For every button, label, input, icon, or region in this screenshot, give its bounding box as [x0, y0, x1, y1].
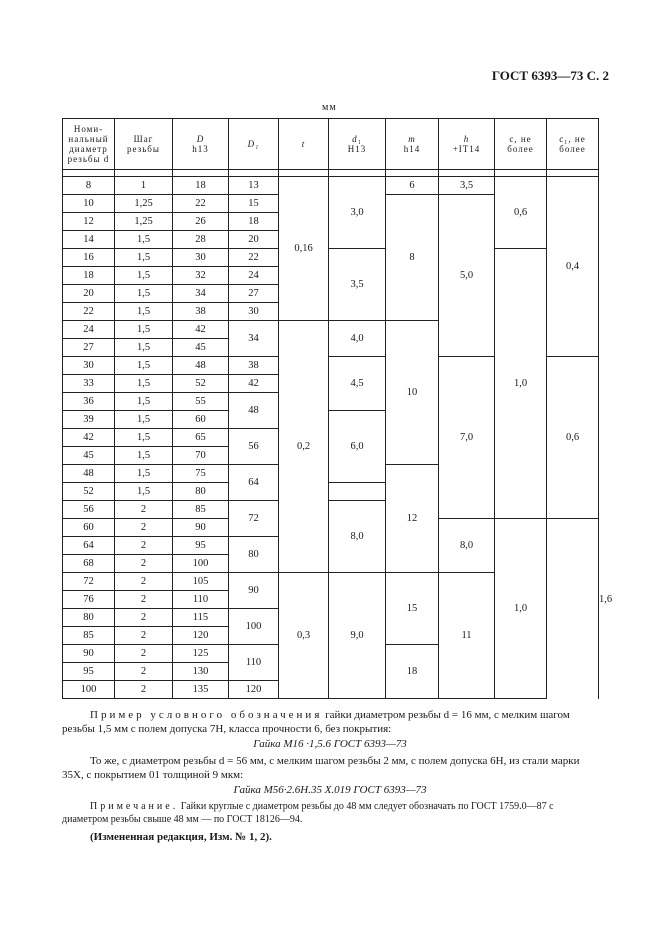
- cell-c1: 0,6: [547, 357, 599, 519]
- cell-D: 42: [173, 321, 229, 339]
- cell-D: 80: [173, 483, 229, 501]
- cell-c: 1,0: [495, 249, 547, 519]
- cell-step: 1,5: [115, 357, 173, 375]
- cell-d: 52: [63, 483, 115, 501]
- cell-step: 1,5: [115, 339, 173, 357]
- cell-step: 1,5: [115, 393, 173, 411]
- cell-D1: 48: [229, 393, 279, 429]
- cell-c: 0,6: [495, 177, 547, 249]
- unit-label: мм: [322, 102, 337, 113]
- cell-d: 68: [63, 555, 115, 573]
- cell-d: 39: [63, 411, 115, 429]
- cell-d: 60: [63, 519, 115, 537]
- cell-h: 7,0: [439, 357, 495, 519]
- example-formula-1: Гайка М16 ·1,5.6 ГОСТ 6393—73: [253, 738, 407, 750]
- cell-D: 38: [173, 303, 229, 321]
- header-c: c, не более: [495, 119, 547, 170]
- cell-h: 11: [439, 573, 495, 699]
- cell-step: 2: [115, 591, 173, 609]
- cell-d: 18: [63, 267, 115, 285]
- header-nominal-diameter: Номи- нальный диаметр резьбы d: [63, 119, 115, 170]
- cell-step: 2: [115, 555, 173, 573]
- cell-D1: 15: [229, 195, 279, 213]
- cell-c1: 1,0: [495, 519, 547, 699]
- dimensions-table: [62, 118, 613, 699]
- cell-d: 72: [63, 573, 115, 591]
- cell-D: 45: [173, 339, 229, 357]
- cell-step: 1,5: [115, 465, 173, 483]
- cell-t: 0,16: [279, 177, 329, 321]
- cell-step: 1,5: [115, 483, 173, 501]
- cell-m: 15: [386, 573, 439, 645]
- cell-d: 20: [63, 285, 115, 303]
- cell-d: 33: [63, 375, 115, 393]
- cell-d1: 9,0: [329, 573, 386, 699]
- header-thread-step: Шаг резьбы: [115, 119, 173, 170]
- cell-D1: 100: [229, 609, 279, 645]
- cell-d: 85: [63, 627, 115, 645]
- cell-D: 48: [173, 357, 229, 375]
- cell-D1: 64: [229, 465, 279, 501]
- table-gap-row: [63, 170, 599, 177]
- cell-d: 90: [63, 645, 115, 663]
- cell-h: 5,0: [439, 195, 495, 357]
- cell-d: 12: [63, 213, 115, 231]
- cell-d: 36: [63, 393, 115, 411]
- cell-d: 10: [63, 195, 115, 213]
- cell-D: 115: [173, 609, 229, 627]
- cell-d1: 8,0: [329, 501, 386, 573]
- header-m: m h14: [386, 119, 439, 170]
- cell-D: 95: [173, 537, 229, 555]
- header-t: t: [279, 119, 329, 170]
- cell-d: 56: [63, 501, 115, 519]
- cell-D: 135: [173, 681, 229, 699]
- cell-d: 76: [63, 591, 115, 609]
- cell-step: 2: [115, 519, 173, 537]
- header-D: D h13: [173, 119, 229, 170]
- cell-D: 60: [173, 411, 229, 429]
- cell-step: 2: [115, 537, 173, 555]
- cell-D: 26: [173, 213, 229, 231]
- cell-d1: 6,0: [329, 411, 386, 483]
- cell-D: 52: [173, 375, 229, 393]
- cell-m: 18: [386, 645, 439, 699]
- cell-d1: 3,0: [329, 177, 386, 249]
- cell-m: 12: [386, 465, 439, 573]
- table-row: [63, 249, 599, 267]
- cell-D1: 30: [229, 303, 279, 321]
- cell-D1: 80: [229, 537, 279, 573]
- cell-D: 90: [173, 519, 229, 537]
- cell-d1: 3,5: [329, 249, 386, 321]
- cell-D: 34: [173, 285, 229, 303]
- cell-m: 6: [386, 177, 439, 195]
- cell-step: 2: [115, 681, 173, 699]
- cell-D: 30: [173, 249, 229, 267]
- cell-D: 22: [173, 195, 229, 213]
- cell-D: 75: [173, 465, 229, 483]
- cell-D1: 18: [229, 213, 279, 231]
- cell-d: 24: [63, 321, 115, 339]
- cell-step: 1: [115, 177, 173, 195]
- header-d1: d₁ H13: [329, 119, 386, 170]
- table-row: 56 2 85 72 8,0 1,6: [63, 501, 599, 519]
- cell-d: 8: [63, 177, 115, 195]
- cell-h: 3,5: [439, 177, 495, 195]
- cell-D1: 72: [229, 501, 279, 537]
- cell-step: 1,25: [115, 195, 173, 213]
- cell-D: 125: [173, 645, 229, 663]
- cell-m: 10: [386, 321, 439, 465]
- cell-step: 1,5: [115, 267, 173, 285]
- page-header: ГОСТ 6393—73 С. 2: [491, 68, 609, 83]
- cell-step: 1,5: [115, 429, 173, 447]
- cell-step: 1,5: [115, 411, 173, 429]
- cell-d: 100: [63, 681, 115, 699]
- cell-D: 18: [173, 177, 229, 195]
- cell-c1: 0,4: [547, 177, 599, 357]
- cell-D1: 34: [229, 321, 279, 357]
- example-paragraph: Пример условного обозначения гайки диаметром резьбы d = 16 мм, с мелким шагом резьбы 1,5 мм с полем допуска 7Н, класса прочности 6, без покрытия:: [62, 709, 570, 735]
- cell-D1: 22: [229, 249, 279, 267]
- revision-note: (Измененная редакция, Изм. № 1, 2).: [90, 831, 272, 843]
- cell-d: 42: [63, 429, 115, 447]
- cell-D1: 13: [229, 177, 279, 195]
- cell-D1: 56: [229, 429, 279, 465]
- cell-step: 2: [115, 609, 173, 627]
- cell-step: 1,5: [115, 249, 173, 267]
- cell-D: 65: [173, 429, 229, 447]
- cell-d: 95: [63, 663, 115, 681]
- cell-d: 27: [63, 339, 115, 357]
- cell-D: 100: [173, 555, 229, 573]
- cell-step: 2: [115, 663, 173, 681]
- table-header-row: [63, 119, 599, 170]
- cell-d: 45: [63, 447, 115, 465]
- cell-step: 1,5: [115, 231, 173, 249]
- cell-D1: 24: [229, 267, 279, 285]
- cell-D: 120: [173, 627, 229, 645]
- table-row: [63, 177, 599, 195]
- cell-D: 105: [173, 573, 229, 591]
- example-formula-2: Гайка М56·2.6Н.35 Х.019 ГОСТ 6393—73: [233, 784, 427, 796]
- cell-D: 130: [173, 663, 229, 681]
- cell-t: 0,2: [279, 321, 329, 573]
- cell-d: 80: [63, 609, 115, 627]
- cell-step: 1,5: [115, 321, 173, 339]
- cell-d1: 4,5: [329, 357, 386, 411]
- cell-step: 2: [115, 501, 173, 519]
- cell-step: 2: [115, 627, 173, 645]
- cell-D: 85: [173, 501, 229, 519]
- cell-d: 48: [63, 465, 115, 483]
- cell-m: 8: [386, 195, 439, 321]
- cell-D1: 42: [229, 375, 279, 393]
- cell-step: 1,5: [115, 375, 173, 393]
- cell-d: 22: [63, 303, 115, 321]
- cell-h: 8,0: [439, 519, 495, 573]
- cell-step: 2: [115, 573, 173, 591]
- cell-d: 16: [63, 249, 115, 267]
- example-paragraph-2: То же, с диаметром резьбы d = 56 мм, с мелким шагом резьбы 2 мм, с полем допуска 6Н, из стали марки 35Х, с покрытием 01 толщиной 9 мкм:: [62, 755, 580, 781]
- cell-step: 1,25: [115, 213, 173, 231]
- cell-D1: 110: [229, 645, 279, 681]
- cell-D: 32: [173, 267, 229, 285]
- header-D1: D₁: [229, 119, 279, 170]
- cell-D: 55: [173, 393, 229, 411]
- cell-step: 1,5: [115, 303, 173, 321]
- cell-d1: 4,0: [329, 321, 386, 357]
- cell-d: 30: [63, 357, 115, 375]
- cell-t: 0,3: [279, 573, 329, 699]
- cell-D1: 20: [229, 231, 279, 249]
- cell-D1: 38: [229, 357, 279, 375]
- cell-D: 110: [173, 591, 229, 609]
- cell-d: 64: [63, 537, 115, 555]
- cell-D1: 120: [229, 681, 279, 699]
- header-c1: c₁, не более: [547, 119, 599, 170]
- cell-D: 70: [173, 447, 229, 465]
- cell-d: 14: [63, 231, 115, 249]
- cell-D1: 27: [229, 285, 279, 303]
- note-paragraph: Примечание. Гайки круглые с диаметром резьбы до 48 мм следует обозначать по ГОСТ 1759.0—87 с диаметром резьбы свыше 48 мм — по ГОСТ 18126—94.: [62, 801, 554, 825]
- cell-step: 1,5: [115, 447, 173, 465]
- cell-step: 1,5: [115, 285, 173, 303]
- cell-step: 2: [115, 645, 173, 663]
- cell-D: 28: [173, 231, 229, 249]
- cell-D1: 90: [229, 573, 279, 609]
- header-h: h +IT14: [439, 119, 495, 170]
